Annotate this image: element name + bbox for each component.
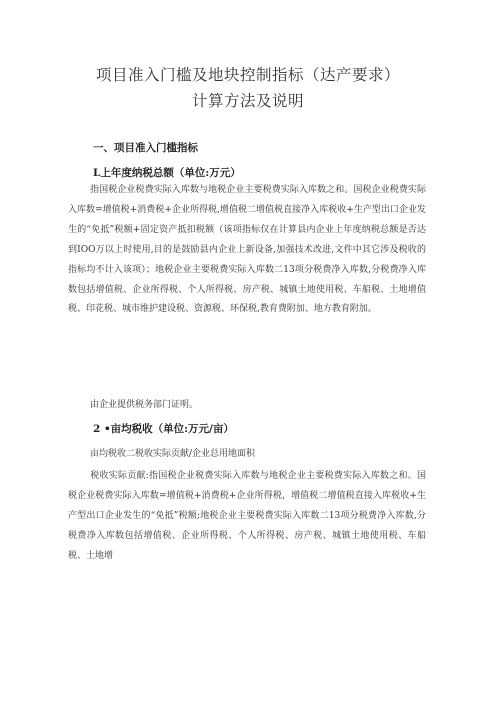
item1-heading: L上年度纳税总额（单位:万元）	[93, 167, 241, 179]
document-title-line2: 计算方法及说明	[191, 92, 304, 110]
document-title-line1: 项目准入门槛及地块控制指标（达产要求）	[95, 66, 400, 84]
item2-heading: 2 •亩均税收（单位:万元/亩）	[93, 423, 234, 435]
item1-paragraph-block	[68, 181, 426, 421]
item2-paragraph: 税收实际贡献:指国税企业税费实际入库数与地税企业主要税费实际入库数之和。国税企业税费实际入库数=增值税+消费税+企业所得税，增值税二增值税直接入库税收+生产型出口企业发生的“免抵”税额;地税企业主要税费实际入库数二13项分税费净入库数,分税费净入库数包括增值税、企业所得税、个人所得税、房产税、城镇土地使用税、车船税、土地增	[68, 471, 426, 561]
section1-heading: 一、项目准入门槛指标	[93, 142, 198, 154]
item1-paragraph: 指国税企业税费实际入库数与地税企业主要税费实际入库数之和。国税企业税费实际入库数=增值税+消费税+企业所得税,增值税二增值税直接净入库税收+生产型出口企业发生的“免抵”税额+固定资产抵扣税额（该项指标仅在计算县内企业上年度纳税总额是否达到IOO万以上时使用,目的是鼓励县内企业上新设备,加强技术改进,文件中其它涉及税收的指标均不计入该项）；地税企业主要税费实际入库数二13项分税费净入库数,分税费净入库数包括增值税、企业所得税、个人所得税、房产税、城镇土地使用税、车船税、土地增值税、印花税、城市维护建设税、资源税、环保税,教育费附加、地方教育附加。	[68, 185, 426, 315]
item2-paragraph-block	[68, 467, 426, 697]
item2-formula: 亩均税收二税收实际贡献/企业总用地面积	[90, 449, 256, 459]
item1-note: 由企业提供税务部门证明。	[90, 400, 199, 410]
